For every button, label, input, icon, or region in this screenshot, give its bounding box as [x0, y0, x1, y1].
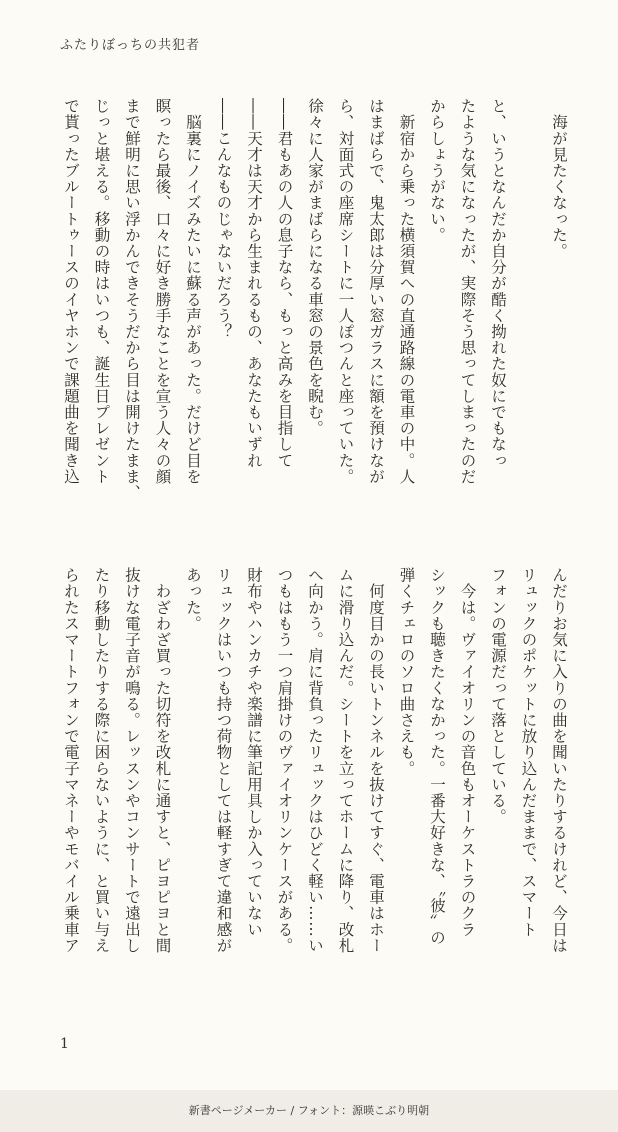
page-title: ふたりぼっちの共犯者 [60, 38, 201, 53]
footer-credit: 新書ページメーカー / フォント：源暎こぶり明朝 [0, 1090, 618, 1132]
page-number: 1 [60, 1036, 69, 1052]
body-text-top: 海が見たくなった。 と、いうとなんだか自分が酷く拗れた奴にでもなっ たような気になったが、実際そう思ってしまったのだ からしょうがない。 新宿から乗った横須賀への直通路線の電車の中。人 はまばらで、鬼太郎は分厚い窓ガラスに額を預けなが ら、対面式の座席シートに一人ぽつんと座っていた。 徐々に人家がまばらになる車窓の景色を睨む。 ――君もあの人の息子なら、もっと高みを目指して ――天才は天才から生まれるもの、あなたもいずれ ――こんなものじゃないだろう？ 脳裏にノイズみたいに蘇る声があった。だけど目を 瞑ったら最後、口々に好き勝手なことを宣う人々の顔 まで鮮明に思い浮かんできそうだから目は開けたまま、 じっと堪える。移動の時はいつも、誕生日プレゼント で貰ったブルートゥースのイヤホンで課題曲を聞き込 [62, 98, 568, 501]
body-text-bottom: んだりお気に入りの曲を聞いたりするけれど、今日は リュックのポケットに放り込んだままで、スマート フォンの電源だって落としている。 今は。ヴァイオリンの音色もオーケストラのクラ シックも聴きたくなかった。一番大好きな、〝彼〟の 弾くチェロのソロ曲さえも。 何度目かの長いトンネルを抜けてすぐ、電車はホー ムに滑り込んだ。シートを立ってホームに降り、改札 へ向かう。肩に背負ったリュックはひどく軽い……い つもはもう一つ肩掛けのヴァイオリンケースがある。 財布やハンカチや楽譜に筆記用具しか入っていない リュックはいつも持つ荷物としては軽すぎて違和感が あった。 わざわざ買った切符を改札に通すと、ピヨピヨと間 抜けな電子音が鳴る。レッスンやコンサートで遠出し たり移動したりする際に困らないように、と買い与え られたスマートフォンで電子マネーやモバイル乗車ア [62, 567, 568, 954]
